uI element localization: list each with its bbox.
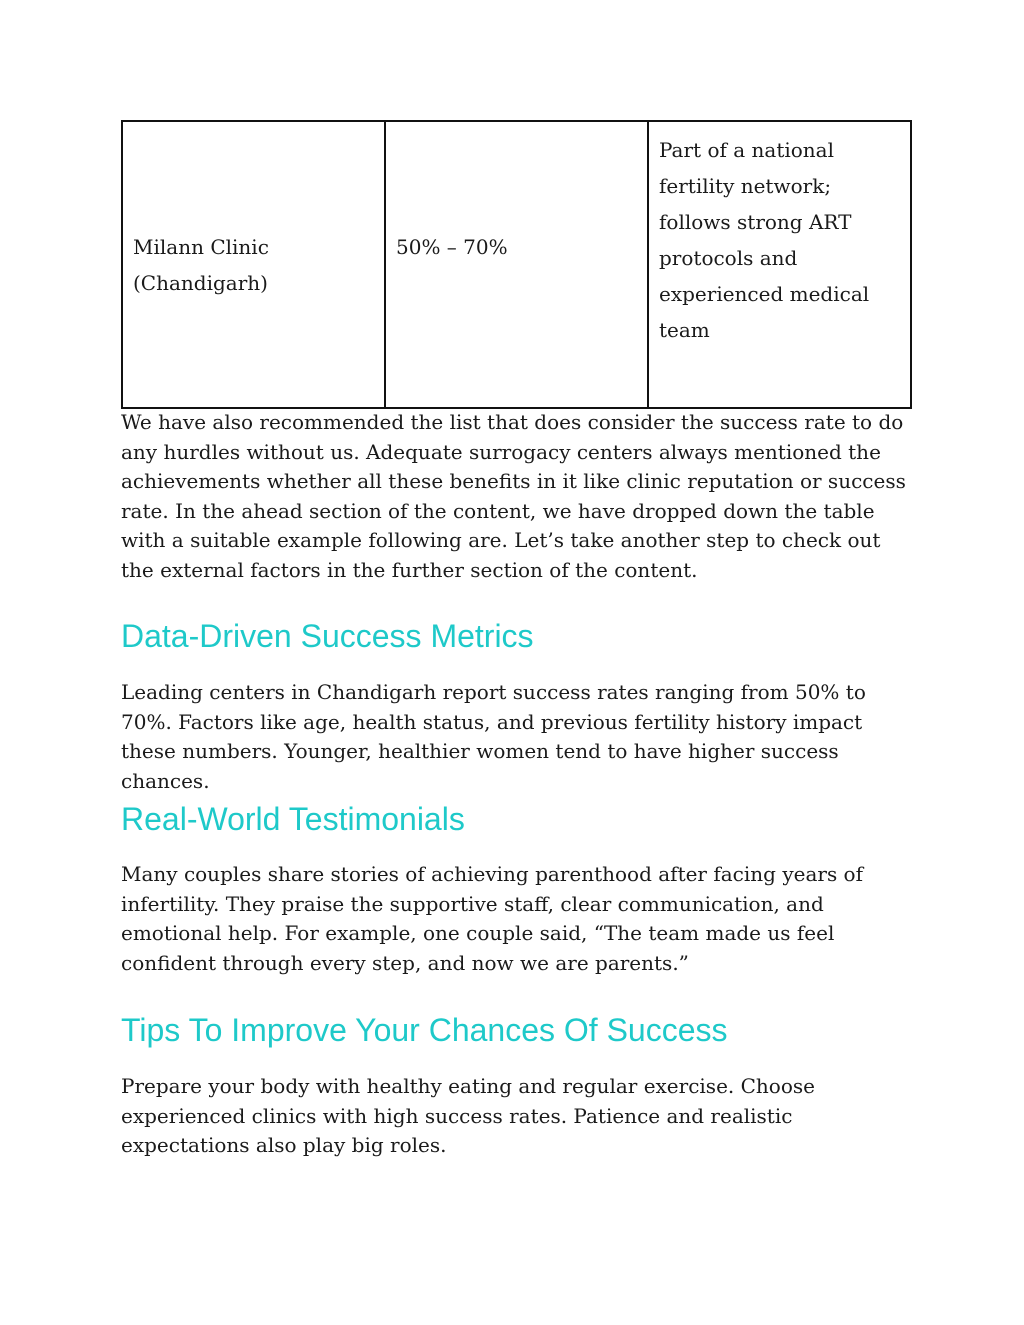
section-paragraph: Prepare your body with healthy eating and regular exercise. Choose experienced clinics with high success rates. Patience and realistic expectations also play big roles. xyxy=(121,1074,815,1157)
success-rate-cell xyxy=(385,121,648,408)
clinic-name-line: Milann Clinic xyxy=(133,234,269,259)
section-paragraph: Leading centers in Chandigarh report success rates ranging from 50% to 70%. Factors like age, health status, and previous fertility history impact these numbers. Younger, healthier women tend to have higher success chances. xyxy=(121,680,866,793)
section-data-driven-body xyxy=(121,678,911,796)
notes-line: experienced medical xyxy=(659,282,870,306)
intro-block xyxy=(121,408,911,585)
table-row xyxy=(122,121,911,408)
notes-line: protocols and xyxy=(659,246,798,270)
clinic-location-line: (Chandigarh) xyxy=(133,270,268,295)
notes-line: follows strong ART xyxy=(659,210,852,234)
clinic-success-table xyxy=(121,120,912,409)
clinic-name-cell xyxy=(122,121,385,408)
section-heading: Real-World Testimonials xyxy=(121,801,465,837)
section-tips xyxy=(121,1010,911,1050)
section-heading: Data-Driven Success Metrics xyxy=(121,618,534,654)
section-paragraph: Many couples share stories of achieving parenthood after facing years of infertility. They praise the supportive staff, clear communication, and emotional help. For example, one couple said, “The team made us feel confident through every step, and now we are parents.” xyxy=(121,862,864,975)
notes-line: Part of a national xyxy=(659,138,834,162)
intro-paragraph: We have also recommended the list that does consider the success rate to do any hurdles without us. Adequate surrogacy centers always mentioned the achievements whether all these benefits in it like clinic reputation or success rate. In the ahead section of the content, we have dropped down the table with a suitable example following are. Let’s take another step to check out the external factors in the further section of the content. xyxy=(121,410,906,582)
section-testimonials xyxy=(121,799,911,839)
section-testimonials-body xyxy=(121,860,911,978)
section-heading: Tips To Improve Your Chances Of Success xyxy=(121,1012,728,1048)
clinic-notes-cell xyxy=(648,121,911,408)
notes-line: fertility network; xyxy=(659,174,832,198)
notes-line: team xyxy=(659,318,710,342)
success-rate-value: 50% – 70% xyxy=(396,234,508,259)
section-tips-body xyxy=(121,1072,911,1161)
section-data-driven xyxy=(121,616,911,656)
